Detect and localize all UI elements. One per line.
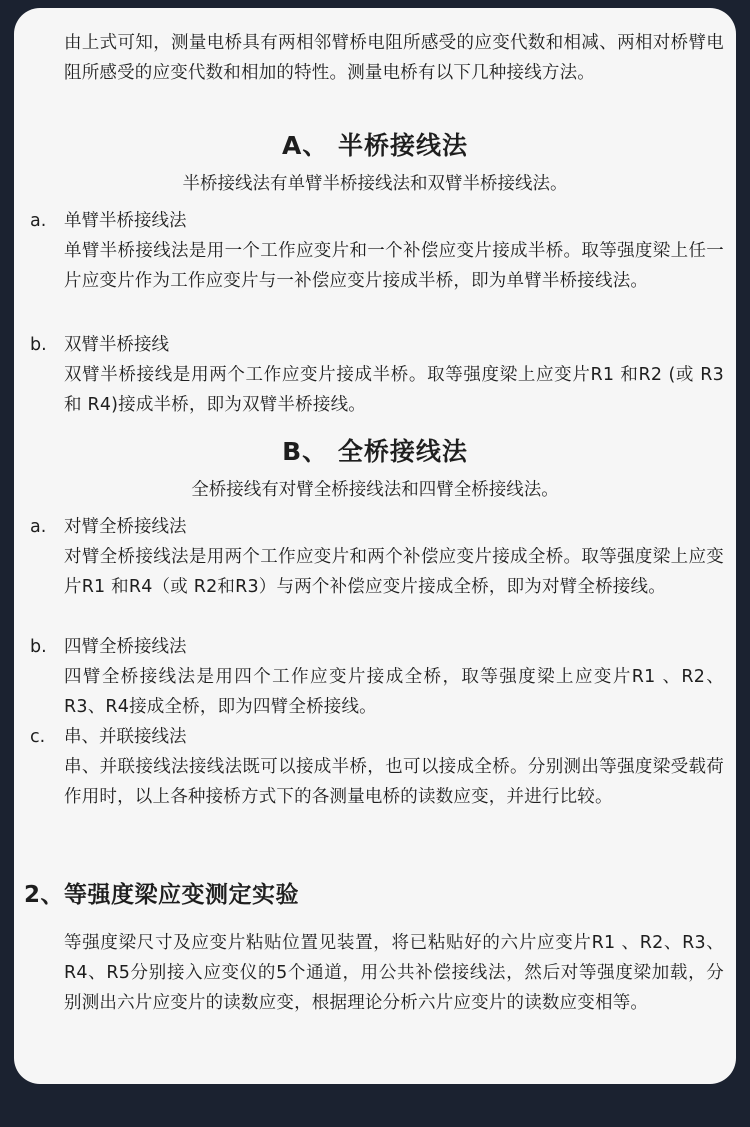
list-item: [30, 722, 724, 812]
item-body: 四臂全桥接线法是用四个工作应变片接成全桥，取等强度梁上应变片R1 、R2、R3、R4接成全桥，即为四臂全桥接线。: [64, 667, 724, 717]
list-marker: b.: [30, 637, 47, 657]
section-a-heading: A、 半桥接线法: [281, 131, 469, 160]
section-a-intro: 半桥接线法有单臂半桥接线法和双臂半桥接线法。: [182, 174, 568, 194]
list-item: [30, 512, 724, 602]
list-marker: c.: [30, 727, 46, 747]
section-b-heading: B、 全桥接线法: [282, 437, 468, 466]
section-2-body: 等强度梁尺寸及应变片粘贴位置见装置，将已粘贴好的六片应变片R1 、R2、R3、R4、R5分别接入应变仪的5个通道，用公共补偿接线法，然后对等强度梁加载，分别测出六片应变片的读数应变，根据理论分析六片应变片的读数应变相等。: [64, 933, 724, 1013]
list-item: [30, 206, 724, 296]
item-body: 串、并联接线法接线法既可以接成半桥，也可以接成全桥。分别测出等强度梁受载荷作用时，以上各种接桥方式下的各测量电桥的读数应变，并进行比较。: [64, 757, 724, 807]
item-body: 双臂半桥接线是用两个工作应变片接成半桥。取等强度梁上应变片R1 和R2 (或 R3 和 R4)接成半桥，即为双臂半桥接线。: [64, 365, 724, 415]
list-item: [30, 632, 724, 722]
item-body: 对臂全桥接线法是用两个工作应变片和两个补偿应变片接成全桥。取等强度梁上应变片R1 和R4（或 R2和R3）与两个补偿应变片接成全桥，即为对臂全桥接线。: [64, 547, 724, 597]
section-2-title: 2、等强度梁应变测定实验: [24, 882, 300, 908]
list-marker: b.: [30, 335, 47, 355]
item-title: 串、并联接线法: [64, 727, 187, 747]
list-marker: a.: [30, 211, 47, 231]
list-marker: a.: [30, 517, 47, 537]
item-title: 单臂半桥接线法: [64, 211, 187, 231]
intro-paragraph: 由上式可知，测量电桥具有两相邻臂桥电阻所感受的应变代数和相减、两相对桥臂电阻所感受的应变代数和相加的特性。测量电桥有以下几种接线方法。: [64, 33, 724, 83]
item-title: 双臂半桥接线: [64, 335, 169, 355]
item-body: 单臂半桥接线法是用一个工作应变片和一个补偿应变片接成半桥。取等强度梁上任一片应变片作为工作应变片与一补偿应变片接成半桥，即为单臂半桥接线法。: [64, 241, 724, 291]
content-card: [14, 8, 736, 1084]
section-b-intro: 全桥接线有对臂全桥接线法和四臂全桥接线法。: [191, 480, 559, 500]
list-item: [30, 330, 724, 420]
item-title: 对臂全桥接线法: [64, 517, 187, 537]
item-title: 四臂全桥接线法: [64, 637, 187, 657]
